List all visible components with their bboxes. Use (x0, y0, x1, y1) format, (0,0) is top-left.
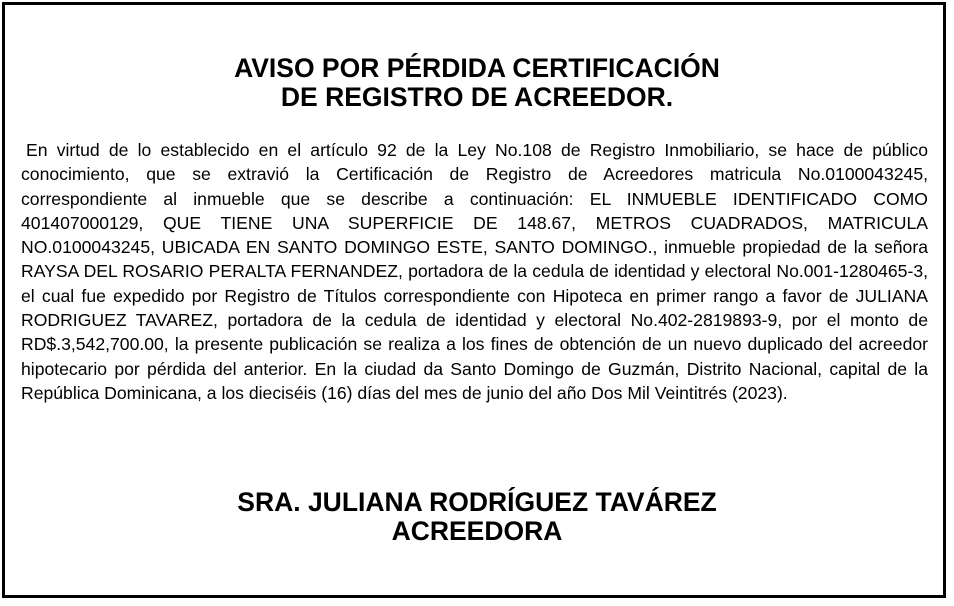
notice-title-line-2: DE REGISTRO DE ACREEDOR. (280, 82, 674, 112)
signature-block (5, 488, 949, 546)
notice-body-text: En virtud de lo establecido en el artículo 92 de la Ley No.108 de Registro Inmobiliario, se hace de público conocimiento, que se extravió la Certificación de Registro de Acreedores matricula No.0100043245, correspondiente al inmueble que se describe a continuación: EL INMUEBLE IDENTIFICADO COMO 401407000129, QUE TIENE UNA SUPERFICIE DE 148.67, METROS CUADRADOS, MATRICULA NO.0100043245, UBICADA EN SANTO DOMINGO ESTE, SANTO DOMINGO., inmueble propiedad de la señora RAYSA DEL ROSARIO PERALTA FERNANDEZ, portadora de la cedula de identidad y electoral No.001-1280465-3, el cual fue expedido por Registro de Títulos correspondiente con Hipoteca en primer rango a favor de JULIANA RODRIGUEZ TAVAREZ, portadora de la cedula de identidad y electoral No.402-2819893-9, por el monto de RD$.3,542,700.00, la presente publicación se realiza a los fines de obtención de un nuevo duplicado del acreedor hipotecario por pérdida del anterior. En la ciudad da Santo Domingo de Guzmán, Distrito Nacional, capital de la República Dominicana, a los dieciséis (16) días del mes de junio del año Dos Mil Veintitrés (2023). (21, 140, 928, 403)
signatory-role: ACREEDORA (391, 516, 563, 546)
notice-title (5, 54, 949, 112)
notice-title-line-1: AVISO POR PÉRDIDA CERTIFICACIÓN (234, 53, 720, 83)
notice-frame (2, 2, 946, 598)
signatory-name: SRA. JULIANA RODRÍGUEZ TAVÁREZ (237, 487, 717, 517)
